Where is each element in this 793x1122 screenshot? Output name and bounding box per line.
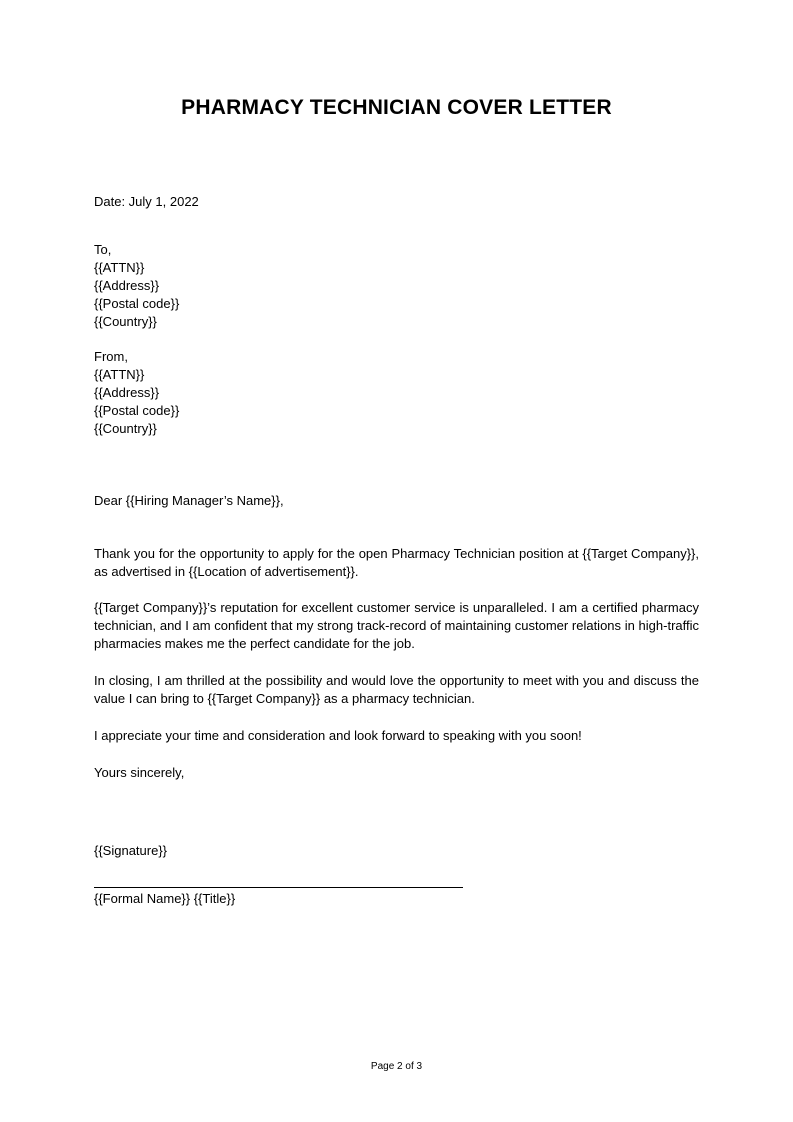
recipient-attn: {{ATTN}} (94, 260, 145, 275)
formal-name-title: {{Formal Name}} {{Title}} (94, 891, 236, 906)
recipient-address: {{Address}} (94, 278, 160, 293)
sender-address-block (94, 348, 179, 438)
recipient-postal-code: {{Postal code}} (94, 296, 180, 311)
body-paragraph-closing: In closing, I am thrilled at the possibility and would love the opportunity to meet with you and discuss the value I can bring to {{Target Company}} as a pharmacy technician. (94, 673, 699, 706)
body-paragraph-qualifications: {{Target Company}}’s reputation for excellent customer service is unparalleled. I am a certified pharmacy technician, and I am confident that my strong track-record of maintaining customer relations in high-traffic pharmacies makes me the perfect candidate for the job. (94, 600, 699, 651)
sender-heading: From, (94, 349, 128, 364)
sender-country: {{Country}} (94, 421, 157, 436)
signature-placeholder: {{Signature}} (94, 843, 168, 858)
closing-line: Yours sincerely, (94, 765, 185, 780)
sender-postal-code: {{Postal code}} (94, 403, 180, 418)
recipient-heading: To, (94, 242, 112, 257)
body-paragraph-intro: Thank you for the opportunity to apply for the open Pharmacy Technician position at {{Target Company}}, as advertised in {{Location of advertisement}}. (94, 546, 699, 579)
salutation: Dear {{Hiring Manager’s Name}}, (94, 493, 284, 508)
page-number: Page 2 of 3 (370, 1061, 423, 1072)
recipient-country: {{Country}} (94, 314, 157, 329)
date-line: Date: July 1, 2022 (94, 194, 199, 209)
body-paragraph-thanks: I appreciate your time and consideration and look forward to speaking with you soon! (94, 728, 582, 743)
sender-attn: {{ATTN}} (94, 367, 145, 382)
recipient-address-block (94, 241, 179, 331)
document-title: PHARMACY TECHNICIAN COVER LETTER (181, 96, 612, 119)
signature-rule (94, 887, 463, 888)
sender-address: {{Address}} (94, 385, 160, 400)
